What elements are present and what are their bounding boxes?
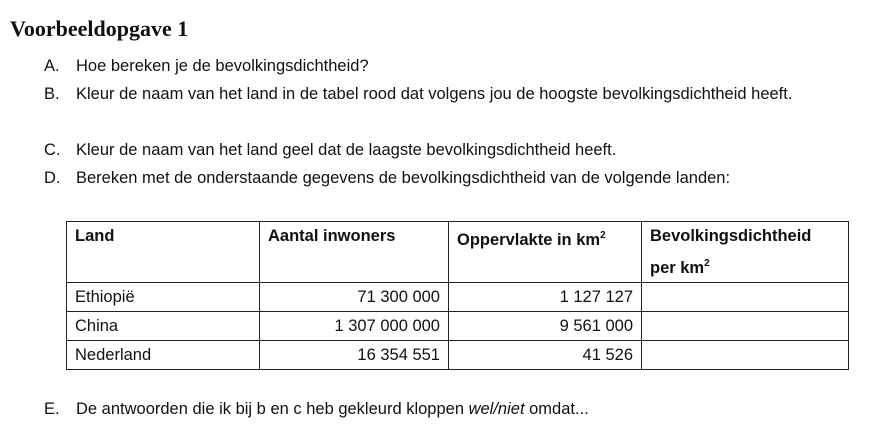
- question-e-text-after: omdat...: [524, 400, 589, 418]
- cell-oppervlakte: 9 561 000: [449, 312, 642, 341]
- table-row: [67, 312, 849, 341]
- header-dichtheid-line2: per km: [650, 259, 705, 277]
- question-label: D.: [44, 169, 61, 187]
- cell-dichtheid[interactable]: [642, 312, 849, 341]
- question-label: B.: [44, 85, 60, 103]
- question-text: [76, 395, 589, 423]
- cell-inwoners: 71 300 000: [260, 283, 449, 312]
- header-inwoners: Aantal inwoners: [260, 222, 449, 283]
- question-c: [44, 136, 617, 164]
- cell-oppervlakte: 1 127 127: [449, 283, 642, 312]
- question-text: Hoe bereken je de bevolkingsdichtheid?: [76, 57, 369, 75]
- cell-dichtheid[interactable]: [642, 283, 849, 312]
- cell-land: Nederland: [67, 341, 260, 370]
- header-oppervlakte: [449, 222, 642, 283]
- header-oppervlakte-text: Oppervlakte in km: [457, 231, 601, 249]
- header-land: Land: [67, 222, 260, 283]
- cell-land: Ethiopië: [67, 283, 260, 312]
- table-header-row: [67, 222, 849, 283]
- table-row: [67, 283, 849, 312]
- question-label: A.: [44, 57, 60, 75]
- question-label: E.: [44, 400, 60, 418]
- question-text: Kleur de naam van het land geel dat de laagste bevolkingsdichtheid heeft.: [76, 141, 617, 159]
- cell-inwoners: 16 354 551: [260, 341, 449, 370]
- header-dichtheid-line1: Bevolkingsdichtheid: [650, 227, 812, 245]
- question-text: Bereken met de onderstaande gegevens de bevolkingsdichtheid van de volgende landen:: [76, 169, 731, 187]
- superscript: 2: [704, 258, 710, 269]
- question-d: [44, 164, 731, 192]
- question-label: C.: [44, 141, 61, 159]
- question-e-text-before: De antwoorden die ik bij b en c heb gekleurd kloppen: [76, 400, 469, 418]
- question-a: [44, 52, 369, 80]
- superscript: 2: [600, 230, 606, 241]
- cell-land: China: [67, 312, 260, 341]
- population-table: [66, 221, 849, 370]
- table-row: [67, 341, 849, 370]
- header-dichtheid: [642, 222, 849, 283]
- question-text: Kleur de naam van het land in de tabel rood dat volgens jou de hoogste bevolkingsdichtheid heeft.: [76, 85, 793, 103]
- cell-oppervlakte: 41 526: [449, 341, 642, 370]
- question-e-emphasis: wel/niet: [468, 400, 525, 418]
- page-title: Voorbeeldopgave 1: [10, 16, 189, 41]
- question-e: [44, 395, 589, 423]
- cell-dichtheid[interactable]: [642, 341, 849, 370]
- question-b: [44, 80, 793, 108]
- cell-inwoners: 1 307 000 000: [260, 312, 449, 341]
